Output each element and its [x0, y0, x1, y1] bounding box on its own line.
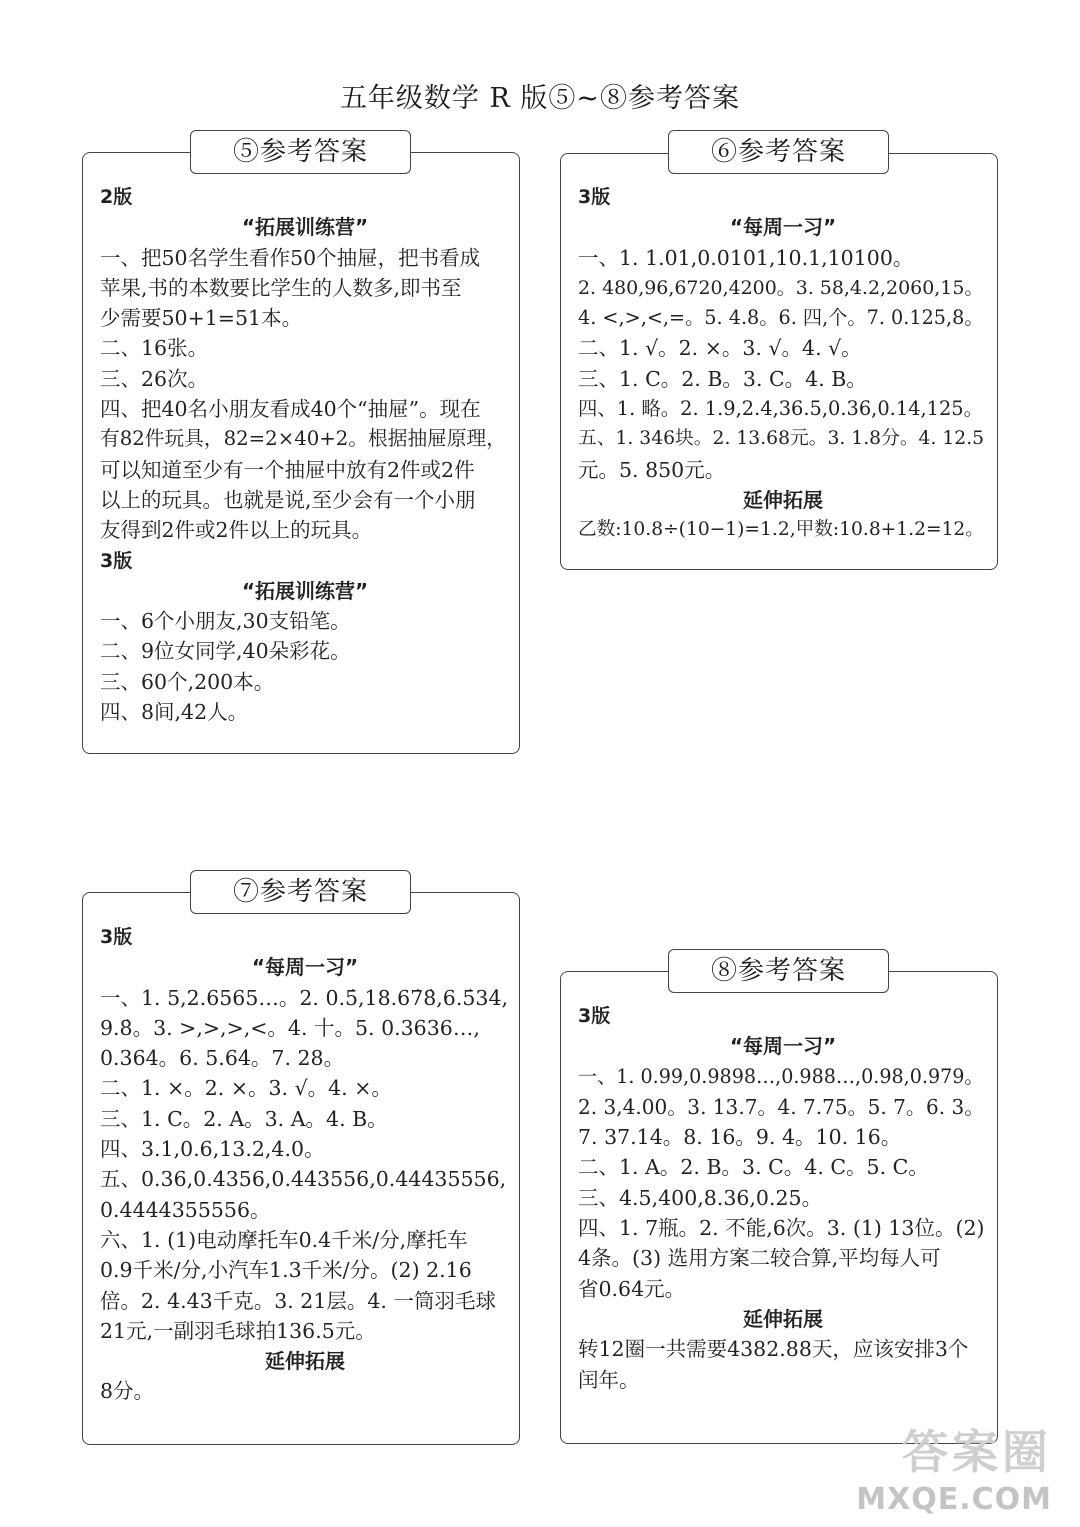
section-tab-5: ⑤参考答案 — [190, 130, 411, 174]
heading-label: “每周一习” — [251, 955, 359, 980]
answer-line: 一、1. 1.01,0.0101,10.1,10100。 — [578, 245, 914, 270]
answer-line: 7. 37.14。8. 16。9. 4。10. 16。 — [578, 1125, 902, 1150]
answer-line: 四、1. 7瓶。2. 不能,6次。3. (1) 13位。(2) — [578, 1216, 985, 1241]
answer-line: 一、把50名学生看作50个抽屉，把书看成 — [100, 245, 481, 270]
watermark — [856, 1416, 1052, 1517]
answer-line: 四、3.1,0.6,13.2,4.0。 — [100, 1137, 325, 1162]
watermark-cn: 答案圈 — [902, 1425, 1052, 1479]
answer-line: 4. <,>,<,=。5. 4.8。6. 四,个。7. 0.125,8。 — [578, 306, 984, 330]
answer-line: 4条。(3) 选用方案二较合算,平均每人可 — [578, 1246, 941, 1271]
answer-line: 一、6个小朋友,30支铅笔。 — [100, 609, 351, 634]
section-content-6 — [578, 182, 988, 546]
answer-line: 苹果,书的本数要比学生的人数多,即书至 — [100, 275, 462, 300]
section-tab-7: ⑦参考答案 — [190, 870, 411, 914]
answer-line: 少需要50+1=51本。 — [100, 306, 303, 331]
watermark-en: MXQE.COM — [856, 1482, 1052, 1517]
answer-line: 省0.64元。 — [578, 1276, 686, 1301]
edition-label: 3版 — [100, 926, 133, 948]
answer-line: 五、1. 346块。2. 13.68元。3. 1.8分。4. 12.5 — [578, 428, 985, 450]
answer-line: 六、1. (1)电动摩托车0.4千米/分,摩托车 — [100, 1227, 468, 1252]
edition-label: 3版 — [100, 549, 133, 572]
answer-line: 友得到2件或2件以上的玩具。 — [100, 518, 373, 543]
answer-line: 0.4444355556。 — [100, 1197, 271, 1222]
page-title: 五年级数学 R 版⑤~⑧参考答案 — [339, 83, 741, 114]
section-tab-6: ⑥参考答案 — [668, 130, 889, 174]
answer-line: 二、16张。 — [100, 336, 209, 361]
answer-line: 可以知道至少有一个抽屉中放有2件或2件 — [100, 457, 475, 482]
heading-label: “每周一习” — [729, 1034, 837, 1059]
answer-line: 2. 480,96,6720,4200。3. 58,4.2,2060,15。 — [578, 276, 984, 299]
answer-line: 21元,一副羽毛球拍136.5元。 — [100, 1318, 376, 1343]
answer-line: 0.9千米/分,小汽车1.3千米/分。(2) 2.16 — [100, 1258, 472, 1283]
answer-line: 8分。 — [100, 1379, 155, 1404]
answer-line: 一、1. 0.99,0.9898…,0.988…,0.98,0.979。 — [578, 1064, 984, 1088]
heading-label: 延伸拓展 — [743, 1306, 823, 1331]
answer-line: 五、0.36,0.4356,0.443556,0.44435556, — [100, 1167, 507, 1192]
answer-line: 三、1. C。2. B。3. C。4. B。 — [578, 366, 867, 391]
section-content-7 — [100, 922, 510, 1407]
section-content-8 — [578, 1001, 988, 1395]
answer-line: 三、26次。 — [100, 366, 209, 391]
section-content-5 — [100, 182, 510, 727]
answer-line: 四、8间,42人。 — [100, 700, 249, 725]
edition-label: 3版 — [578, 1005, 611, 1027]
answer-line: 2. 3,4.00。3. 13.7。4. 7.75。5. 7。6. 3。 — [578, 1094, 985, 1119]
answer-line: 以上的玩具。也就是说,至少会有一个小朋 — [100, 487, 476, 512]
answer-line: 三、60个,200本。 — [100, 669, 275, 694]
answer-line: 二、1. √。2. ×。3. √。4. √。 — [578, 336, 862, 361]
answer-line: 二、1. ×。2. ×。3. √。4. ×。 — [100, 1076, 392, 1101]
answer-line: 一、1. 5,2.6565…。2. 0.5̇,18.67̇8̇,6.5̇34̇, — [100, 985, 509, 1010]
answer-line: 四、把40名小朋友看成40个“抽屉”。现在 — [100, 397, 481, 422]
answer-line: 三、4.5,400,8.36,0.25。 — [578, 1185, 823, 1210]
answer-line: 有82件玩具，82=2×40+2。根据抽屉原理， — [100, 427, 506, 451]
edition-label: 2版 — [100, 186, 133, 208]
answer-line: 闰年。 — [578, 1367, 640, 1392]
heading-label: 延伸拓展 — [743, 487, 823, 512]
answer-line: 三、1. C。2. A。3. A。4. B。 — [100, 1106, 388, 1131]
answer-line: 二、9位女同学,40朵彩花。 — [100, 639, 351, 664]
heading-label: “每周一习” — [729, 215, 837, 240]
answer-line: 元。5. 850元。 — [578, 457, 726, 482]
answer-line: 9.8̇。3. >,>,>,<。4. 十。5. 0.3636…, — [100, 1015, 480, 1040]
answer-line: 0.364。6. 5.64。7. 28。 — [100, 1046, 345, 1071]
heading-label: 延伸拓展 — [265, 1349, 345, 1374]
answer-line: 二、1. A。2. B。3. C。4. C。5. C。 — [578, 1155, 929, 1180]
heading-label: “拓展训练营” — [241, 215, 369, 240]
answer-line: 乙数:10.8÷(10−1)=1.2,甲数:10.8+1.2=12。 — [578, 519, 984, 541]
heading-label: “拓展训练营” — [241, 578, 369, 603]
answer-line: 转12圈一共需要4382.88天，应该安排3个 — [578, 1337, 969, 1362]
answer-line: 倍。2. 4.43千克。3. 21层。4. 一筒羽毛球 — [100, 1288, 496, 1313]
answer-line: 四、1. 略。2. 1.9,2.4,36.5,0.36,0.14,125。 — [578, 397, 983, 421]
section-tab-8: ⑧参考答案 — [668, 949, 889, 993]
edition-label: 3版 — [578, 186, 611, 208]
